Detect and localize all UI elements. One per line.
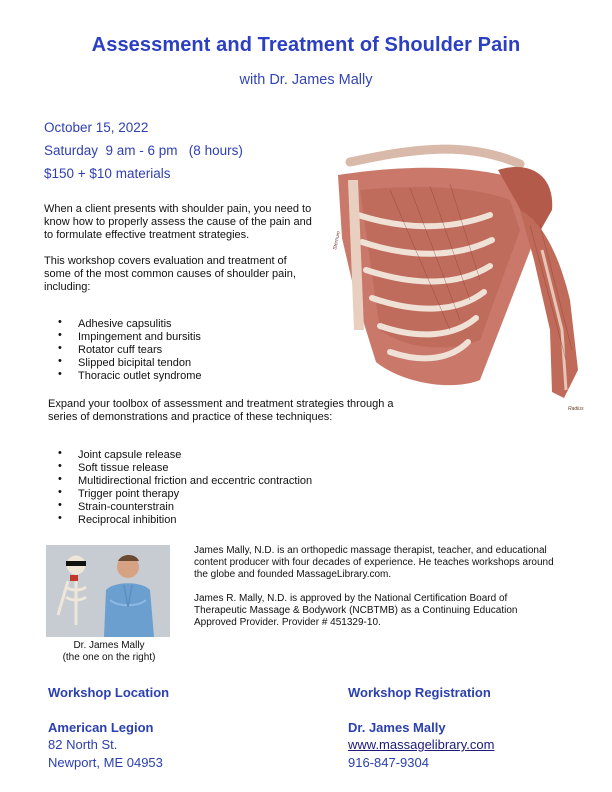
sternum-label: Sternum [332,230,342,251]
intro-text [44,203,314,307]
list-item: • Soft tissue release [58,460,169,474]
instructor-photo-graphic [46,545,170,637]
bullet-icon: • [58,368,62,380]
list-item: • Multidirectional friction and eccentric contraction [58,473,313,487]
location-street: 82 North St. [48,737,118,752]
location-name: American Legion [48,719,154,735]
event-time: Saturday 9 am - 6 pm (8 hours) [44,143,243,158]
intro-paragraph: When a client presents with shoulder pain, you need to know how to properly assess the cause of the pain and to formulate effective treatment strategies. [44,203,312,241]
list-item: • Adhesive capsulitis [58,316,172,330]
list-item: • Joint capsule release [58,447,182,461]
bullet-icon: • [58,447,62,459]
list-item: • Strain-counterstrain [58,499,174,513]
bullet-icon: • [58,460,62,472]
bullet-icon: • [58,355,62,367]
event-price: $150 + $10 materials [44,166,171,181]
event-date: October 15, 2022 [44,120,149,135]
bullet-icon: • [58,473,62,485]
caption-name: Dr. James Mally [73,640,145,651]
bullet-icon: • [58,499,62,511]
list-item: • Rotator cuff tears [58,342,163,356]
workshop-location [48,684,169,771]
bullet-icon: • [58,329,62,341]
caption-note: (the one on the right) [62,652,156,663]
page-subtitle: with Dr. James Mally [239,72,373,88]
registration-name: Dr. James Mally [348,719,446,735]
list-item: • Trigger point therapy [58,486,180,500]
instructor-bio [194,545,554,641]
list-item: • Reciprocal inhibition [58,512,177,526]
list-item: • Impingement and bursitis [58,329,201,343]
page-title: Assessment and Treatment of Shoulder Pain [91,34,521,56]
bio-paragraph: James R. Mally, N.D. is approved by the National Certification Board of Therapeutic Massage & Bodywork (NCBTMB) as a Continuing Education Approved Provider. Provider # 451329-10. [194,593,518,628]
bio-paragraph: James Mally, N.D. is an orthopedic massage therapist, teacher, and educational content producer with four decades of experience. He teaches workshops around the globe and founded MassageLibrary.com. [194,545,554,580]
radius-label: Radius [568,406,584,412]
bullet-icon: • [58,512,62,524]
event-details [44,116,243,185]
location-heading: Workshop Location [48,685,170,700]
phone-number: 916-847-9304 [348,754,429,770]
website-link[interactable]: www.massagelibrary.com [348,737,495,752]
conditions-list [58,318,202,383]
registration-heading: Workshop Registration [348,685,491,700]
intro-paragraph: This workshop covers evaluation and treatment of some of the most common causes of shoulder pain, including: [44,255,296,293]
expand-paragraph: Expand your toolbox of assessment and treatment strategies through a series of demonstrations and practice of these techniques: [48,398,394,423]
shoulder-anatomy-illustration [330,130,595,420]
bullet-icon: • [58,486,62,498]
photo-caption [44,640,174,664]
bullet-icon: • [58,342,62,354]
bullet-icon: • [58,316,62,328]
list-item: • Thoracic outlet syndrome [58,368,202,382]
location-city: Newport, ME 04953 [48,754,163,770]
list-item: • Slipped bicipital tendon [58,355,192,369]
instructor-photo [46,545,170,637]
workshop-registration [348,684,494,771]
techniques-list [58,449,312,527]
